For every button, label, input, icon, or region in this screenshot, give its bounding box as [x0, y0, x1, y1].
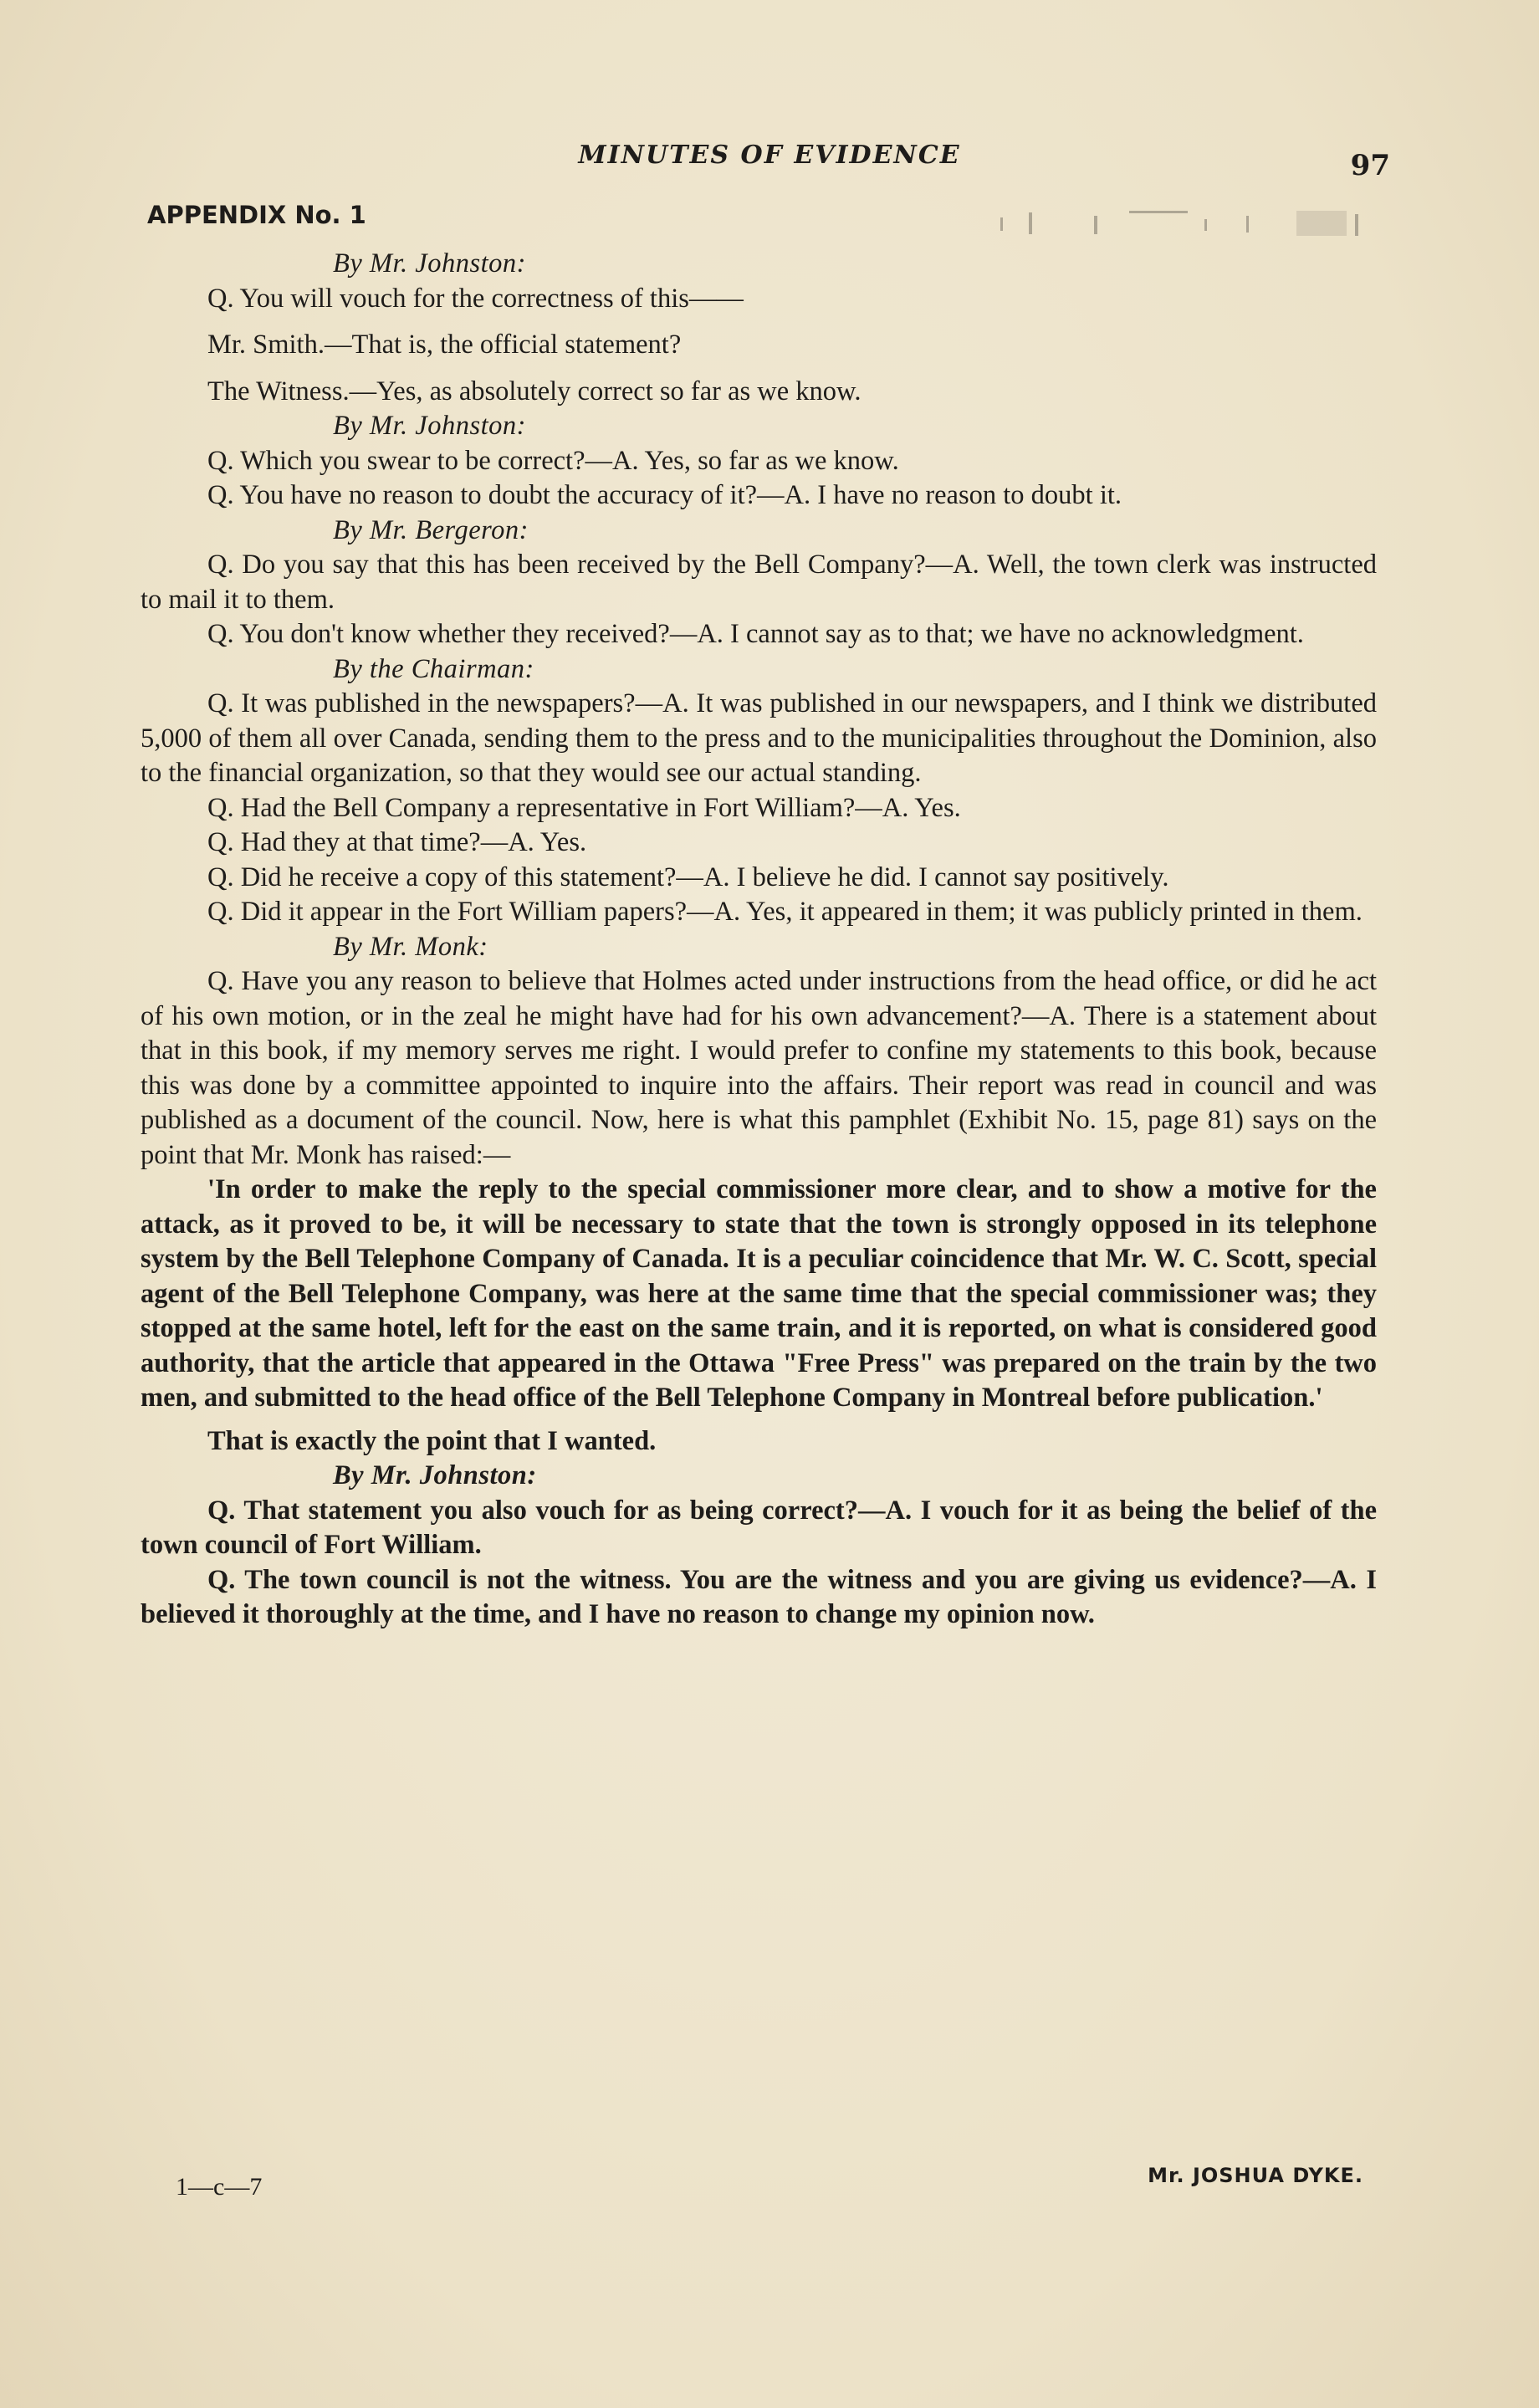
question-paragraph: Q. Which you swear to be correct?—A. Yes, so far as we know.	[207, 445, 899, 476]
statement-paragraph	[141, 328, 1377, 363]
final-exchange	[141, 1459, 1377, 1633]
question-paragraph: Q. You will vouch for the correctness of this——	[207, 283, 744, 314]
page-number: 97	[1350, 149, 1390, 182]
faint-stamp-marks	[995, 207, 1388, 241]
question-paragraph: Q. Had the Bell Company a representative in Fort William?—A. Yes.	[207, 792, 961, 823]
question-paragraph: Q. Have you any reason to believe that Holmes acted under instructions from the head office, or did he act of his own motion, or in the zeal he might have had for his own advancement?—A. There is a statement about that in this book, if my memory serves me right. I would prefer to confine my statements to this book, because this was done by a committee appointed to inquire into the affairs. Their report was read in council and was published as a document of the council. Now, here is what this pamphlet (Exhibit No. 15, page 81) says on the point that Mr. Monk has raised:—	[141, 966, 1377, 1170]
speaker-heading: By Mr. Johnston:	[333, 1460, 537, 1490]
speaker-heading: By Mr. Johnston:	[333, 248, 526, 279]
question-paragraph: Q. Did he receive a copy of this statement?—A. I believe he did. I cannot say positively.	[207, 861, 1169, 892]
question-paragraph: Q. It was published in the newspapers?—A. It was published in our newspapers, and I think we distributed 5,000 of them all over Canada, sending them to the press and to the municipalities throughout the Dominion, also to the financial organization, so that they would see our actual standing.	[141, 688, 1377, 788]
statement-text: The Witness.—Yes, as absolutely correct so far as we know.	[207, 376, 862, 406]
question-paragraph: Q. That statement you also vouch for as being correct?—A. I vouch for it as being the belief of the town council of Fort William.	[141, 1495, 1377, 1560]
question-paragraph: Q. Do you say that this has been received by the Bell Company?—A. Well, the town clerk was instructed to mail it to them.	[141, 550, 1377, 615]
minutes-body	[141, 247, 1377, 1633]
closing-remark: That is exactly the point that I wanted.	[207, 1425, 657, 1456]
statement-paragraph	[141, 375, 1377, 410]
question-paragraph: Q. You have no reason to doubt the accuracy of it?—A. I have no reason to doubt it.	[207, 480, 1122, 510]
quoted-pamphlet-excerpt: 'In order to make the reply to the special commissioner more clear, and to show a motive for the attack, as it proved to be, it will be necessary to state that the town is strongly opposed in its telephone system by the Bell Telephone Company of Canada. It is a peculiar coincidence that Mr. W. C. Scott, special agent of the Bell Telephone Company, was here at the same time that the special commissioner was; they stopped at the same hotel, left for the east on the same train, and it is reported, on what is considered good authority, that the article that appeared in the Ottawa "Free Press" was prepared on the train by the two men, and submitted to the head office of the Bell Telephone Company in Montreal before publication.'	[141, 1174, 1377, 1413]
speaker-heading: By Mr. Johnston:	[333, 411, 526, 441]
speaker-heading: By Mr. Monk:	[333, 931, 488, 962]
witness-name: Mr. JOSHUA DYKE.	[1148, 2164, 1363, 2187]
question-paragraph: Q. Did it appear in the Fort William papers?—A. Yes, it appeared in them; it was publicly printed in them.	[207, 897, 1363, 927]
question-paragraph: Q. You don't know whether they received?—A. I cannot say as to that; we have no acknowledgment.	[207, 619, 1304, 649]
printer-signature: 1—c—7	[176, 2173, 263, 2201]
speaker-heading: By Mr. Bergeron:	[333, 514, 529, 545]
running-title: MINUTES OF EVIDENCE	[578, 141, 961, 170]
question-paragraph: Q. Had they at that time?—A. Yes.	[207, 827, 587, 857]
question-paragraph: Q. The town council is not the witness. You are the witness and you are giving us evidence?—A. I believed it thoroughly at the time, and I have no reason to change my opinion now.	[141, 1564, 1377, 1629]
appendix-label: APPENDIX No. 1	[147, 201, 366, 229]
statement-text: Mr. Smith.—That is, the official statement?	[207, 330, 682, 360]
speaker-heading: By the Chairman:	[333, 653, 534, 684]
